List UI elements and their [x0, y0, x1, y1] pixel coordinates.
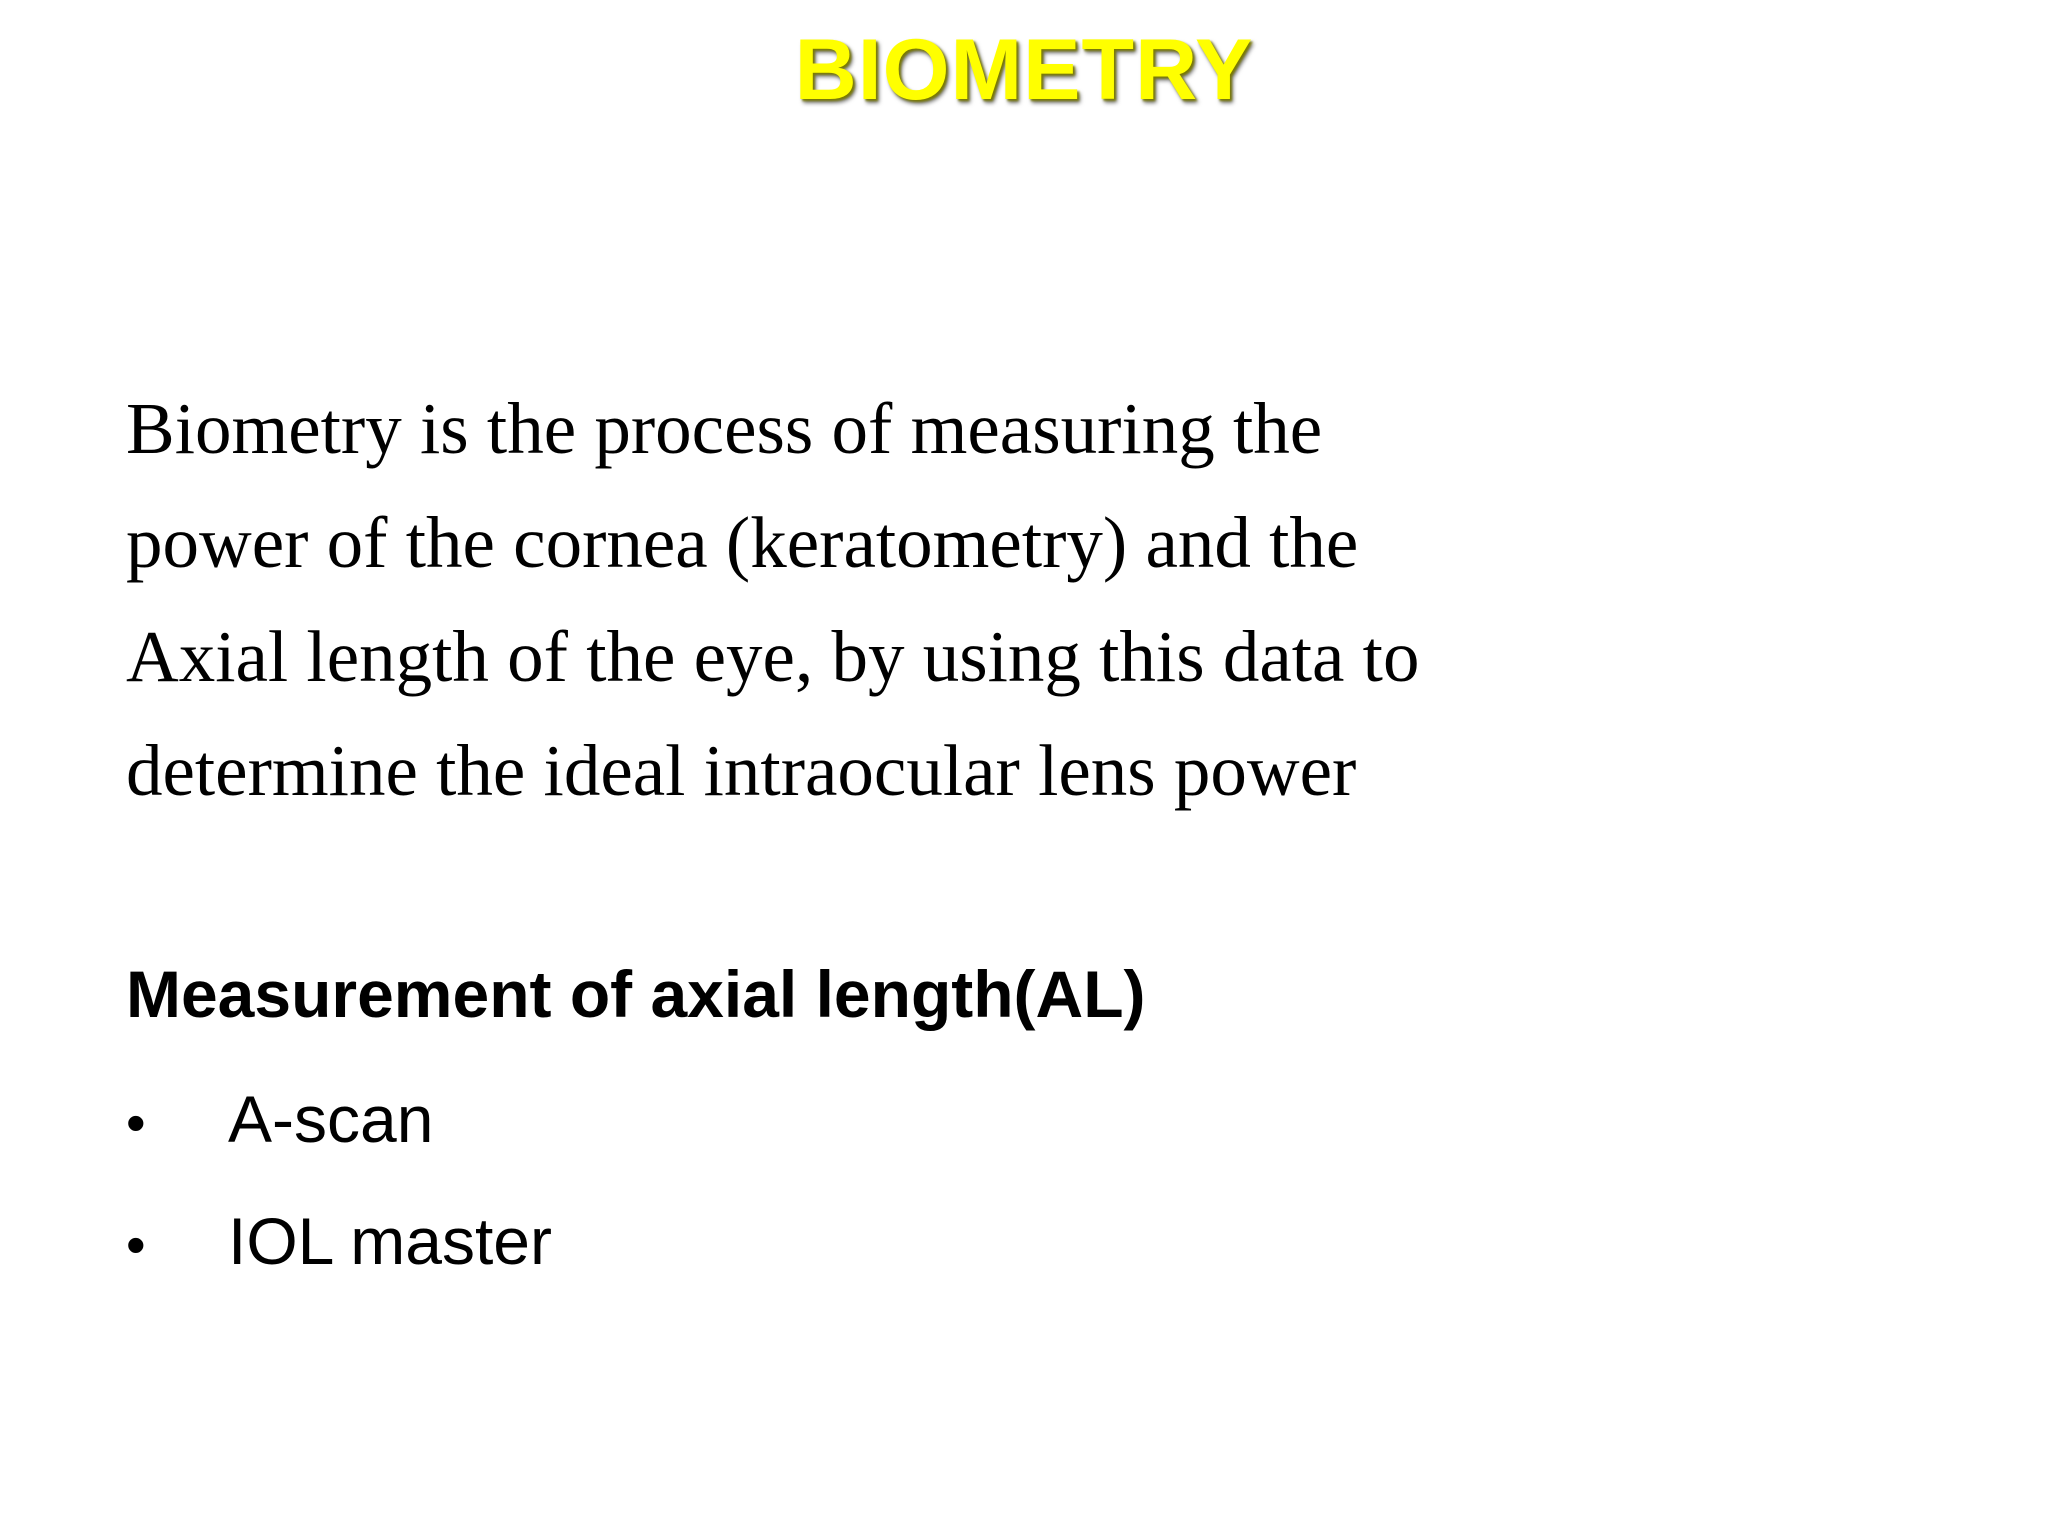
list-item-label: IOL master [228, 1204, 552, 1278]
definition-line: Biometry is the process of measuring the [126, 388, 1323, 469]
list-item [126, 1182, 552, 1304]
list-item [126, 1060, 552, 1182]
section-heading: Measurement of axial length(AL) [126, 957, 1146, 1031]
definition-line: determine the ideal intraocular lens power [126, 730, 1357, 811]
bullet-list [126, 1060, 552, 1304]
slide-title: BIOMETRY [794, 22, 1254, 118]
definition-line: power of the cornea (keratometry) and the [126, 502, 1359, 583]
list-item-label: A-scan [228, 1082, 434, 1156]
definition-line: Axial length of the eye, by using this data to [126, 616, 1420, 697]
bullet-icon: • [126, 1213, 146, 1276]
bullet-icon: • [126, 1091, 146, 1154]
definition-paragraph [126, 372, 1726, 828]
